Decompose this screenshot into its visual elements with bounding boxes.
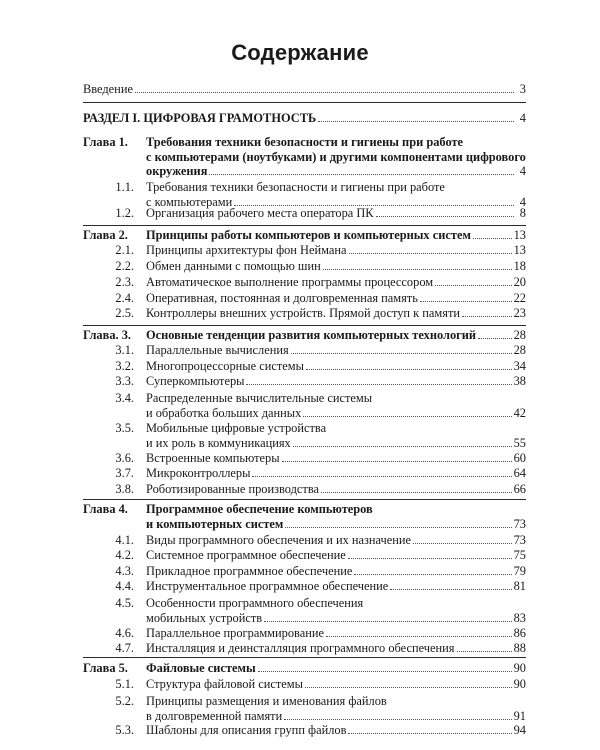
- entry-number: 3.6.: [115, 451, 134, 465]
- dot-leader: [348, 558, 512, 559]
- page-number: 55: [513, 435, 526, 450]
- entry-number: 2.4.: [115, 291, 134, 305]
- page-number: 73: [513, 533, 526, 547]
- entry-title-line: Принципы архитектуры фон Неймана: [146, 243, 347, 257]
- entry-number: 2.5.: [115, 306, 134, 320]
- entry-title-line: Инструментальное программное обеспечение: [146, 579, 389, 593]
- entry-number: 2.1.: [115, 243, 134, 257]
- page-number: 81: [513, 579, 526, 593]
- entry-number: 3.1.: [115, 343, 134, 357]
- entry-number: 3.2.: [115, 359, 134, 373]
- dot-leader: [326, 636, 512, 637]
- page-number: 4: [519, 164, 526, 178]
- entry-title-line: Параллельные вычисления: [146, 343, 289, 357]
- dot-leader: [264, 621, 512, 622]
- page-number: 86: [513, 626, 526, 640]
- entry-title-line: Введение: [83, 82, 133, 96]
- page-number: 13: [513, 228, 526, 242]
- page-number: 64: [513, 466, 526, 480]
- entry-title-line: мобильных устройств: [146, 610, 263, 625]
- entry-title-line: Программное обеспечение компьютеров: [146, 502, 373, 516]
- entry-number: 3.3.: [115, 374, 134, 388]
- page-number: 66: [513, 482, 526, 496]
- entry-title-line: Мобильные цифровые устройства: [146, 421, 327, 435]
- dot-leader: [420, 301, 512, 302]
- entry-number: 4.5.: [115, 596, 134, 610]
- dot-leader: [246, 384, 511, 385]
- entry-title-line: Принципы работы компьютеров и компьютерных систем: [146, 228, 471, 242]
- entry-number: Глава 1.: [83, 135, 128, 149]
- entry-title-line: в долговременной памяти: [146, 708, 283, 723]
- entry-title-line: с компьютерами (ноутбуками) и другими компонентами цифрового: [146, 149, 526, 164]
- dot-leader: [390, 589, 511, 590]
- dot-leader: [321, 492, 512, 493]
- page-number: 60: [513, 451, 526, 465]
- page-number: 38: [513, 374, 526, 388]
- entry-number: 1.2.: [115, 206, 134, 220]
- entry-title-line: Особенности программного обеспечения: [146, 596, 364, 610]
- entry-title-line: Системное программное обеспечение: [146, 548, 346, 562]
- entry-number: 3.7.: [115, 466, 134, 480]
- page-number: 42: [513, 405, 526, 420]
- dot-leader: [348, 733, 511, 734]
- dot-leader: [209, 174, 514, 175]
- chapter-divider: [83, 657, 526, 658]
- entry-number: 3.4.: [115, 391, 134, 405]
- entry-title-line: и их роль в коммуникациях: [146, 435, 291, 450]
- chapter-divider: [83, 225, 526, 226]
- entry-title-line: Прикладное программное обеспечение: [146, 564, 353, 578]
- page-number: 4: [519, 111, 526, 125]
- dot-leader: [318, 121, 514, 122]
- chapter-divider: [83, 325, 526, 326]
- dot-leader: [291, 353, 512, 354]
- entry-number: 2.3.: [115, 275, 134, 289]
- entry-number: 4.6.: [115, 626, 134, 640]
- dot-leader: [306, 369, 512, 370]
- entry-number: 4.4.: [115, 579, 134, 593]
- dot-leader: [478, 338, 512, 339]
- page-number: 88: [513, 641, 526, 655]
- entry-number: 4.7.: [115, 641, 134, 655]
- entry-title-line: Требования техники безопасности и гигиены при работе: [146, 135, 464, 149]
- page-number: 28: [513, 343, 526, 357]
- chapter-divider: [83, 102, 526, 103]
- entry-title-line: Оперативная, постоянная и долговременная память: [146, 291, 418, 305]
- entry-number: 5.2.: [115, 694, 134, 708]
- page-number: 90: [513, 677, 526, 691]
- dot-leader: [285, 527, 511, 528]
- entry-title-line: Инсталляция и деинсталляция программного обеспечения: [146, 641, 455, 655]
- dot-leader: [413, 543, 512, 544]
- entry-number: 5.3.: [115, 723, 134, 737]
- entry-title-line: Структура файловой системы: [146, 677, 303, 691]
- dot-leader: [349, 253, 512, 254]
- entry-number: Глава 5.: [83, 661, 128, 675]
- entry-title-line: и компьютерных систем: [146, 516, 284, 531]
- entry-title-line: Требования техники безопасности и гигиены при работе: [146, 180, 445, 194]
- dot-leader: [282, 461, 512, 462]
- page-number: 8: [519, 206, 526, 220]
- page-number: 22: [513, 291, 526, 305]
- entry-number: 1.1.: [115, 180, 134, 194]
- entry-number: Глава. 3.: [83, 328, 132, 342]
- page-number: 34: [513, 359, 526, 373]
- page-number: 20: [513, 275, 526, 289]
- entry-title-line: Контроллеры внешних устройств. Прямой доступ к памяти: [146, 306, 460, 320]
- dot-leader: [462, 316, 512, 317]
- entry-number: Глава 2.: [83, 228, 128, 242]
- entry-title-line: Шаблоны для описания групп файлов: [146, 723, 347, 737]
- entry-title-line: РАЗДЕЛ I. ЦИФРОВАЯ ГРАМОТНОСТЬ: [83, 111, 317, 125]
- dot-leader: [354, 574, 511, 575]
- dot-leader: [252, 476, 511, 477]
- entry-number: 5.1.: [115, 677, 134, 691]
- entry-title-line: и обработка больших данных: [146, 405, 302, 420]
- dot-leader: [376, 216, 514, 217]
- entry-title-line: Обмен данными с помощью шин: [146, 259, 321, 273]
- entry-title-line: окружения: [146, 164, 208, 178]
- entry-title-line: Многопроцессорные системы: [146, 359, 304, 373]
- entry-title-line: Встроенные компьютеры: [146, 451, 280, 465]
- page-number: 13: [513, 243, 526, 257]
- entry-title-line: Суперкомпьютеры: [146, 374, 245, 388]
- toc-title: Содержание: [231, 40, 369, 65]
- page-number: 73: [513, 516, 526, 531]
- dot-leader: [305, 687, 512, 688]
- entry-number: 3.8.: [115, 482, 134, 496]
- entry-title-line: с компьютерами: [146, 194, 233, 209]
- dot-leader: [293, 446, 512, 447]
- entry-number: 2.2.: [115, 259, 134, 273]
- dot-leader: [457, 651, 512, 652]
- page-number: 90: [513, 661, 526, 675]
- entry-title-line: Параллельное программирование: [146, 626, 324, 640]
- entry-title-line: Принципы размещения и именования файлов: [146, 694, 387, 708]
- entry-title-line: Файловые системы: [146, 661, 256, 675]
- entry-number: 4.3.: [115, 564, 134, 578]
- dot-leader: [323, 269, 512, 270]
- entry-number: 4.1.: [115, 533, 134, 547]
- page-number: 75: [513, 548, 526, 562]
- entry-title-line: Основные тенденции развития компьютерных технологий: [146, 328, 477, 342]
- page-number: 79: [513, 564, 526, 578]
- page-number: 91: [513, 708, 526, 723]
- entry-number: 4.2.: [115, 548, 134, 562]
- entry-title-line: Микроконтроллеры: [146, 466, 251, 480]
- entry-number: 3.5.: [115, 421, 134, 435]
- page-number: 28: [513, 328, 526, 342]
- dot-leader: [435, 285, 511, 286]
- page-number: 94: [513, 723, 526, 737]
- chapter-divider: [83, 499, 526, 500]
- entry-title-line: Автоматическое выполнение программы процессором: [146, 275, 434, 289]
- page-number: 4: [519, 194, 526, 209]
- dot-leader: [284, 719, 511, 720]
- dot-leader: [258, 671, 512, 672]
- entry-number: Глава 4.: [83, 502, 128, 516]
- page-number: 3: [519, 82, 526, 96]
- page-number: 83: [513, 610, 526, 625]
- page-number: 23: [513, 306, 526, 320]
- dot-leader: [303, 416, 511, 417]
- entry-title-line: Роботизированные производства: [146, 482, 320, 496]
- entry-title-line: Виды программного обеспечения и их назначение: [146, 533, 412, 547]
- entry-title-line: Распределенные вычислительные системы: [146, 391, 373, 405]
- page-number: 18: [513, 259, 526, 273]
- entry-title-line: Организация рабочего места оператора ПК: [146, 206, 374, 220]
- dot-leader: [473, 238, 512, 239]
- dot-leader: [135, 92, 514, 93]
